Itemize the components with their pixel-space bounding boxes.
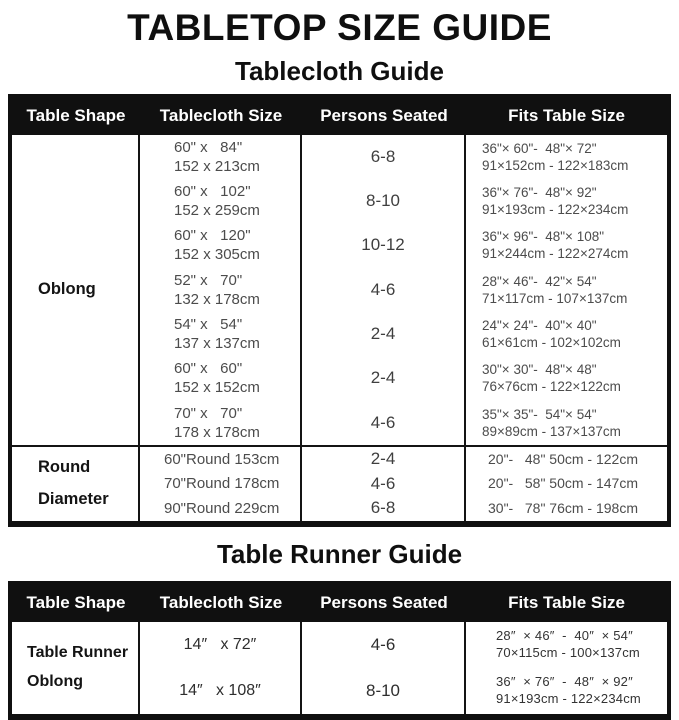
runner-row bbox=[140, 668, 667, 714]
runner-size-cell: 14″ x 72″ bbox=[140, 622, 302, 668]
shape-label-line: Diameter bbox=[38, 490, 109, 509]
tablecloth-row bbox=[140, 312, 667, 356]
size-cm: 137 x 137cm bbox=[174, 334, 260, 352]
tablecloth-table-header-row bbox=[12, 98, 667, 135]
persons-seated-cell: 8-10 bbox=[302, 668, 466, 714]
runner-rows bbox=[140, 622, 667, 714]
column-header-tablecloth-size: Tablecloth Size bbox=[159, 106, 283, 126]
tablecloth-size-cell bbox=[140, 400, 302, 444]
tablecloth-guide-table bbox=[8, 94, 671, 527]
persons-seated-cell: 4-6 bbox=[302, 268, 466, 312]
shape-label-line: Oblong bbox=[27, 673, 83, 691]
tablecloth-row bbox=[140, 135, 667, 179]
persons-seated-cell: 2-4 bbox=[302, 312, 466, 356]
fits-cm: 91×244cm - 122×274cm bbox=[482, 246, 629, 262]
tablecloth-size-cell bbox=[140, 356, 302, 400]
fits-inches: 28"× 46"- 42"× 54" bbox=[482, 273, 597, 289]
size-inches: 60" x 84" bbox=[174, 138, 243, 156]
oblong-rows bbox=[140, 135, 667, 445]
column-header-table-shape: Table Shape bbox=[26, 106, 126, 126]
fits-inches: 36"× 60"- 48"× 72" bbox=[482, 140, 597, 156]
column-header-tablecloth-size: Tablecloth Size bbox=[159, 593, 283, 613]
shape-label-line: Table Runner bbox=[27, 644, 129, 662]
tablecloth-row bbox=[140, 223, 667, 267]
size-cm: 132 x 178cm bbox=[174, 290, 260, 308]
fits-inches: 35"× 35"- 54"× 54" bbox=[482, 406, 597, 422]
size-inches: 70" x 70" bbox=[174, 404, 243, 422]
round-size-cell: 70"Round 178cm bbox=[140, 471, 302, 496]
round-row bbox=[140, 471, 667, 496]
tablecloth-size-cell bbox=[140, 223, 302, 267]
fits-table-size-cell bbox=[466, 223, 667, 267]
tablecloth-row bbox=[140, 356, 667, 400]
persons-seated-cell: 4-6 bbox=[302, 622, 466, 668]
tablecloth-row bbox=[140, 400, 667, 444]
fits-table-size-cell bbox=[466, 356, 667, 400]
tablecloth-row bbox=[140, 179, 667, 223]
shape-label-line: Round bbox=[38, 458, 91, 477]
fits-table-size-cell: 20"- 58" 50cm - 147cm bbox=[488, 475, 639, 492]
fits-table-size-cell bbox=[466, 400, 667, 444]
persons-seated-cell: 4-6 bbox=[302, 471, 466, 496]
fits-table-size-cell: 30"- 78" 76cm - 198cm bbox=[488, 499, 639, 516]
tablecloth-size-cell bbox=[140, 268, 302, 312]
runner-section bbox=[12, 622, 667, 714]
round-rows bbox=[140, 447, 667, 521]
size-inches: 60" x 120" bbox=[174, 227, 251, 245]
fits-table-size-cell: 20"- 48" 50cm - 122cm bbox=[488, 450, 639, 467]
size-cm: 152 x 213cm bbox=[174, 157, 260, 175]
size-cm: 178 x 178cm bbox=[174, 423, 260, 441]
column-header-persons-seated: Persons Seated bbox=[320, 593, 448, 613]
fits-inches: 36″ × 76″ - 48″ × 92″ bbox=[496, 674, 633, 690]
runner-row bbox=[140, 622, 667, 668]
fits-table-size-cell bbox=[466, 668, 667, 714]
size-cm: 152 x 259cm bbox=[174, 202, 260, 220]
tablecloth-size-cell bbox=[140, 312, 302, 356]
persons-seated-cell: 10-12 bbox=[302, 223, 466, 267]
tablecloth-size-cell bbox=[140, 135, 302, 179]
oblong-section bbox=[12, 135, 667, 445]
fits-inches: 36"× 76"- 48"× 92" bbox=[482, 185, 597, 201]
round-size-cell: 90"Round 229cm bbox=[140, 496, 302, 521]
round-row bbox=[140, 447, 667, 472]
size-inches: 54" x 54" bbox=[174, 315, 243, 333]
fits-cm: 91×152cm - 122×183cm bbox=[482, 157, 629, 173]
fits-inches: 36"× 96"- 48"× 108" bbox=[482, 229, 605, 245]
page-title: TABLETOP SIZE GUIDE bbox=[127, 7, 552, 48]
persons-seated-cell: 2-4 bbox=[302, 356, 466, 400]
size-inches: 60" x 102" bbox=[174, 183, 251, 201]
fits-inches: 30"× 30"- 48"× 48" bbox=[482, 362, 597, 378]
fits-inches: 24"× 24"- 40"× 40" bbox=[482, 317, 597, 333]
tablecloth-guide-title: Tablecloth Guide bbox=[235, 55, 444, 86]
persons-seated-cell: 8-10 bbox=[302, 179, 466, 223]
round-section bbox=[12, 445, 667, 521]
column-header-fits-table-size: Fits Table Size bbox=[508, 106, 625, 126]
fits-inches: 28″ × 46″ - 40″ × 54″ bbox=[496, 628, 633, 644]
fits-cm: 76×76cm - 122×122cm bbox=[482, 379, 621, 395]
column-header-fits-table-size: Fits Table Size bbox=[508, 593, 625, 613]
fits-cm: 89×89cm - 137×137cm bbox=[482, 423, 621, 439]
shape-cell-round-diameter bbox=[12, 447, 140, 521]
size-cm: 152 x 305cm bbox=[174, 246, 260, 264]
fits-cm: 91×193cm - 122×234cm bbox=[482, 202, 629, 218]
runner-size-cell: 14″ x 108″ bbox=[140, 668, 302, 714]
fits-cm: 71×117cm - 107×137cm bbox=[482, 290, 628, 306]
shape-cell-table-runner-oblong bbox=[12, 622, 140, 714]
persons-seated-cell: 6-8 bbox=[302, 135, 466, 179]
fits-cm: 91×193cm - 122×234cm bbox=[496, 690, 641, 706]
table-runner-guide-table bbox=[8, 581, 671, 720]
table-runner-guide-title: Table Runner Guide bbox=[216, 538, 463, 569]
fits-cm: 70×115cm - 100×137cm bbox=[496, 644, 640, 660]
fits-table-size-cell bbox=[466, 179, 667, 223]
size-cm: 152 x 152cm bbox=[174, 379, 260, 397]
persons-seated-cell: 4-6 bbox=[302, 400, 466, 444]
size-inches: 52" x 70" bbox=[174, 271, 243, 289]
fits-table-size-cell bbox=[466, 622, 667, 668]
tablecloth-size-cell bbox=[140, 179, 302, 223]
column-header-persons-seated: Persons Seated bbox=[320, 106, 448, 126]
round-size-cell: 60"Round 153cm bbox=[140, 447, 302, 472]
fits-cm: 61×61cm - 102×102cm bbox=[482, 334, 621, 350]
round-row bbox=[140, 496, 667, 521]
size-inches: 60" x 60" bbox=[174, 360, 243, 378]
runner-table-header-row bbox=[12, 585, 667, 622]
tablecloth-row bbox=[140, 268, 667, 312]
fits-table-size-cell bbox=[466, 268, 667, 312]
fits-table-size-cell bbox=[466, 135, 667, 179]
shape-cell-oblong: Oblong bbox=[12, 135, 140, 445]
column-header-table-shape: Table Shape bbox=[26, 593, 126, 613]
persons-seated-cell: 6-8 bbox=[302, 496, 466, 521]
persons-seated-cell: 2-4 bbox=[302, 447, 466, 472]
fits-table-size-cell bbox=[466, 312, 667, 356]
